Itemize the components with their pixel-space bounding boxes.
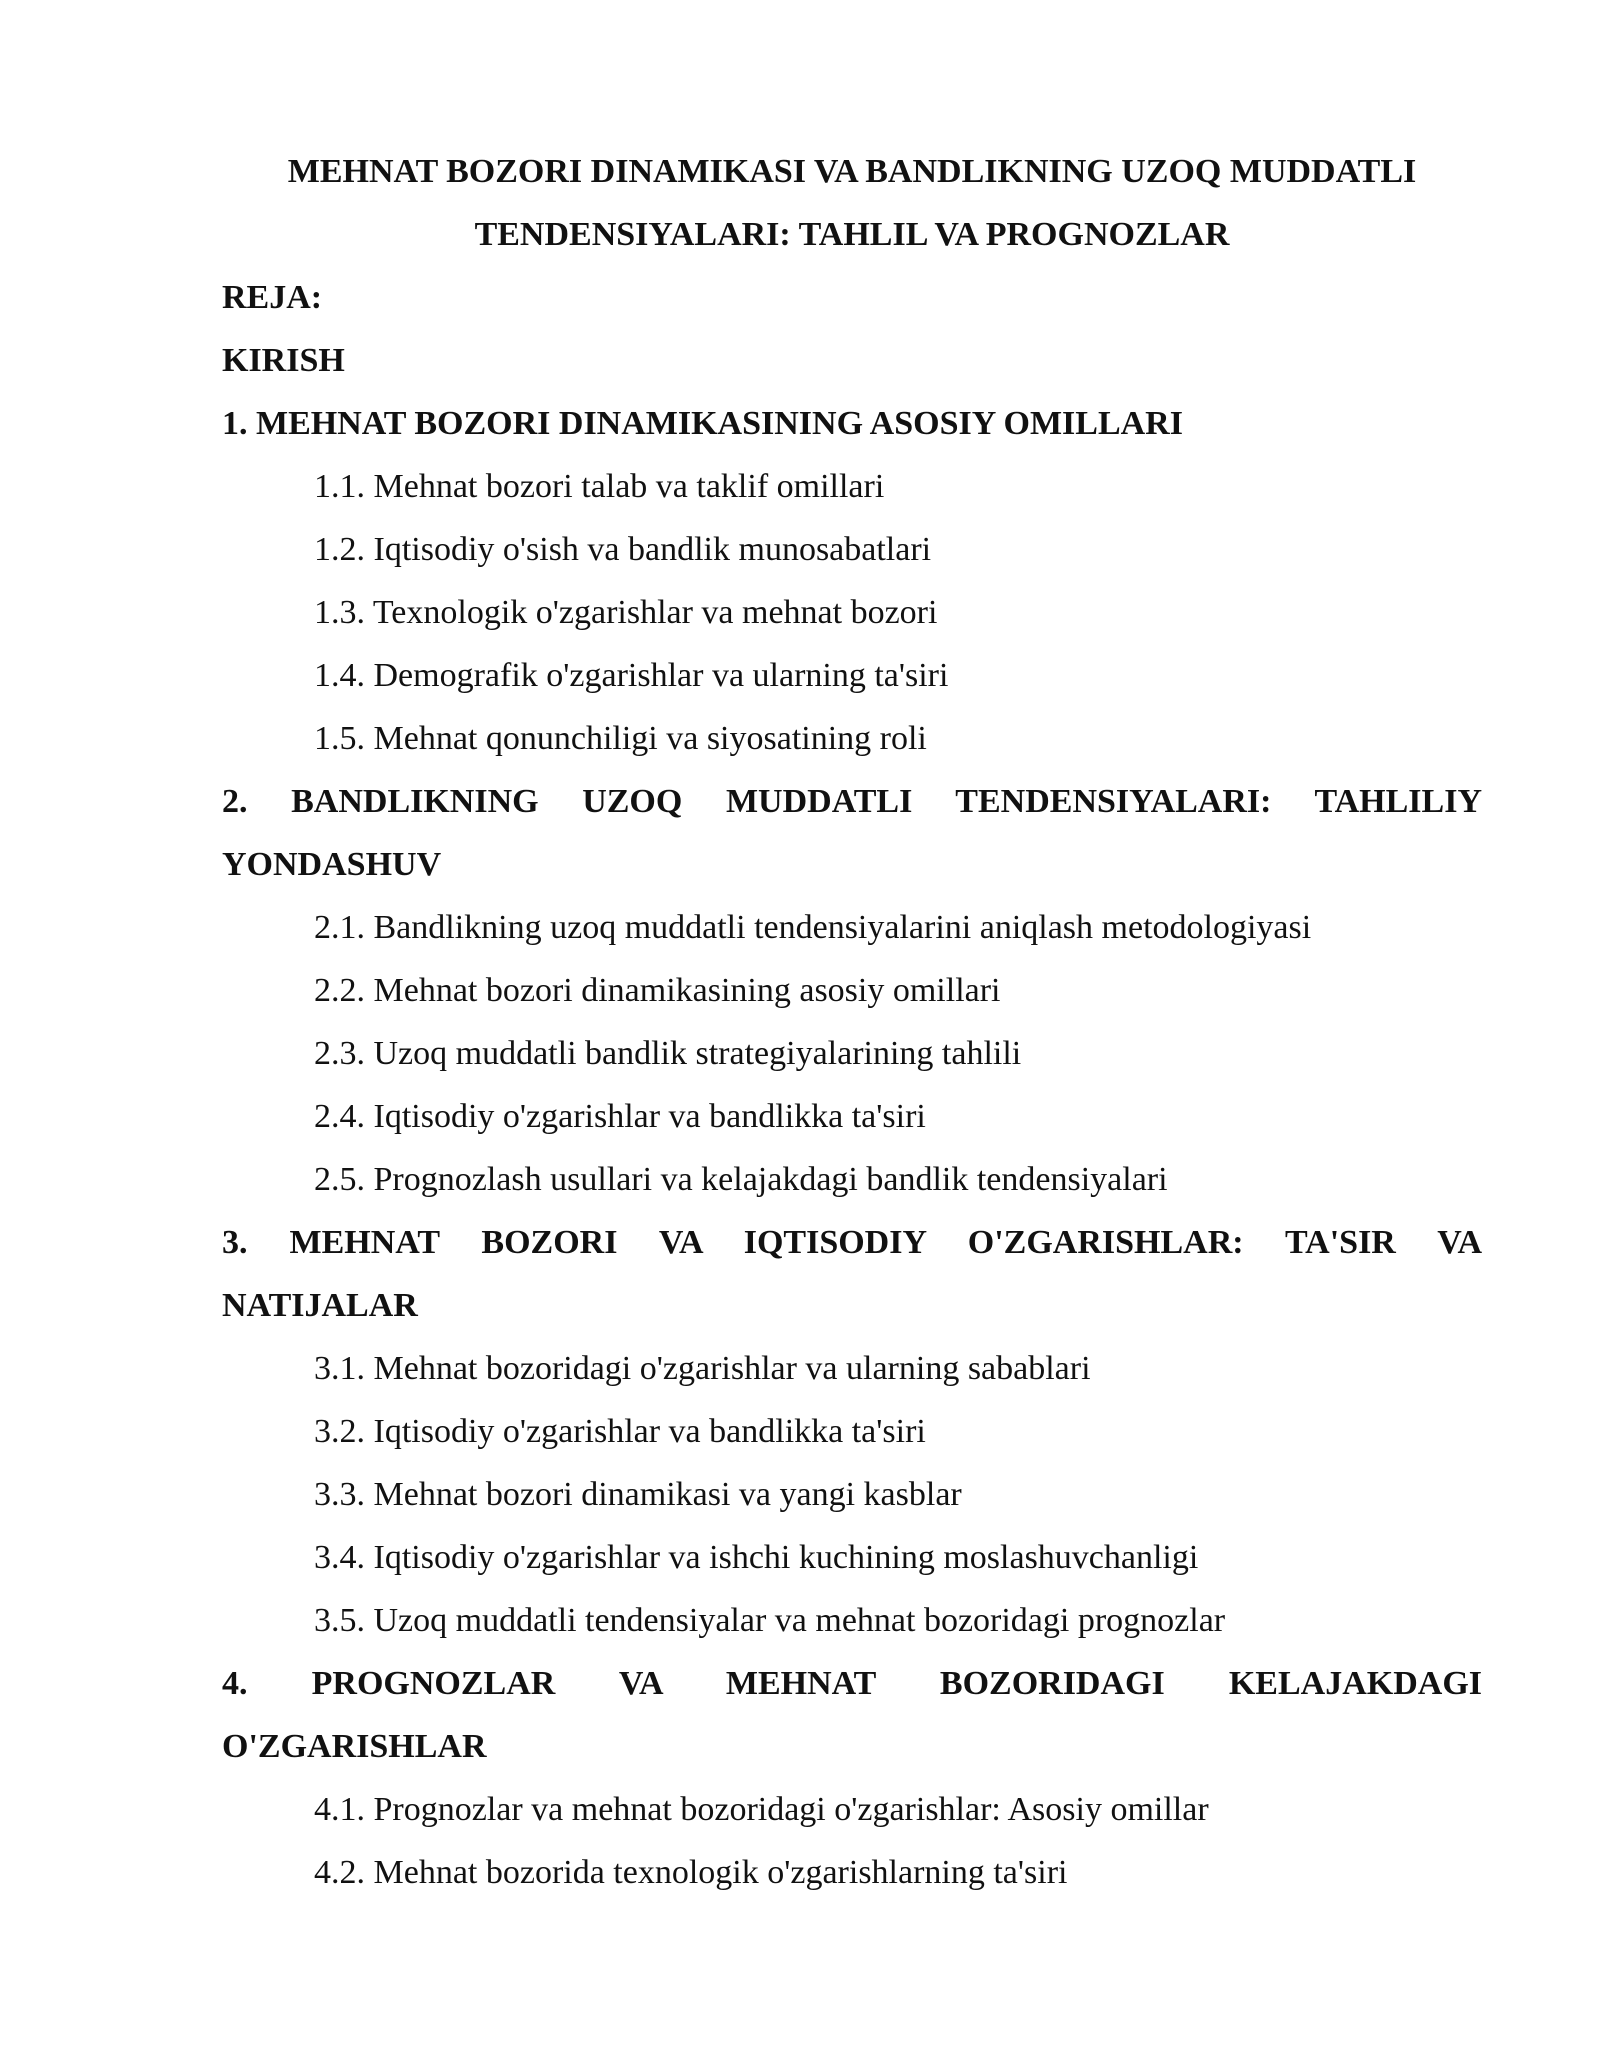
section-2-item-5: 2.5. Prognozlash usullari va kelajakdagi bandlik tendensiyalari [314, 1161, 1168, 1198]
section-1-item-5: 1.5. Mehnat qonunchiligi va siyosatining roli [314, 720, 927, 757]
section-3-heading-line-2: NATIJALAR [222, 1287, 418, 1324]
section-4-item-1: 4.1. Prognozlar va mehnat bozoridagi o'zgarishlar: Asosiy omillar [314, 1791, 1209, 1828]
section-2-item-1: 2.1. Bandlikning uzoq muddatli tendensiyalarini aniqlash metodologiyasi [314, 909, 1312, 946]
document-title-line-1: MEHNAT BOZORI DINAMIKASI VA BANDLIKNING UZOQ MUDDATLI [287, 153, 1417, 190]
section-1-item-1: 1.1. Mehnat bozori talab va taklif omillari [314, 468, 885, 505]
section-4-heading-line-2: O'ZGARISHLAR [222, 1728, 487, 1765]
section-2-item-4: 2.4. Iqtisodiy o'zgarishlar va bandlikka ta'siri [314, 1098, 926, 1135]
section-3-item-1: 3.1. Mehnat bozoridagi o'zgarishlar va ularning sabablari [314, 1350, 1091, 1387]
section-3-item-5: 3.5. Uzoq muddatli tendensiyalar va mehnat bozoridagi prognozlar [314, 1602, 1226, 1639]
section-3-heading-line-1: 3. MEHNAT BOZORI VA IQTISODIY O'ZGARISHLAR: TA'SIR VA [222, 1224, 1482, 1261]
section-2-item-3: 2.3. Uzoq muddatli bandlik strategiyalarining tahlili [314, 1035, 1022, 1072]
section-3-item-2: 3.2. Iqtisodiy o'zgarishlar va bandlikka ta'siri [314, 1413, 926, 1450]
section-2-item-2: 2.2. Mehnat bozori dinamikasining asosiy omillari [314, 972, 1001, 1009]
introduction-heading: KIRISH [222, 342, 345, 379]
document-title-line-2: TENDENSIYALARI: TAHLIL VA PROGNOZLAR [474, 216, 1230, 253]
section-1-item-3: 1.3. Texnologik o'zgarishlar va mehnat bozori [314, 594, 938, 631]
section-3-item-3: 3.3. Mehnat bozori dinamikasi va yangi kasblar [314, 1476, 962, 1513]
section-4-heading-line-1: 4. PROGNOZLAR VA MEHNAT BOZORIDAGI KELAJAKDAGI [222, 1665, 1482, 1702]
section-3-item-4: 3.4. Iqtisodiy o'zgarishlar va ishchi kuchining moslashuvchanligi [314, 1539, 1199, 1576]
section-4-item-2: 4.2. Mehnat bozorida texnologik o'zgarishlarning ta'siri [314, 1854, 1068, 1891]
section-1-item-2: 1.2. Iqtisodiy o'sish va bandlik munosabatlari [314, 531, 932, 568]
section-1-heading: 1. MEHNAT BOZORI DINAMIKASINING ASOSIY OMILLARI [222, 405, 1183, 442]
document-page [222, 140, 1482, 1904]
section-2-heading-line-2: YONDASHUV [222, 846, 442, 883]
section-2-heading-line-1: 2. BANDLIKNING UZOQ MUDDATLI TENDENSIYALARI: TAHLILIY [222, 783, 1482, 820]
section-1-item-4: 1.4. Demografik o'zgarishlar va ularning ta'siri [314, 657, 949, 694]
plan-label: REJA: [222, 279, 323, 316]
